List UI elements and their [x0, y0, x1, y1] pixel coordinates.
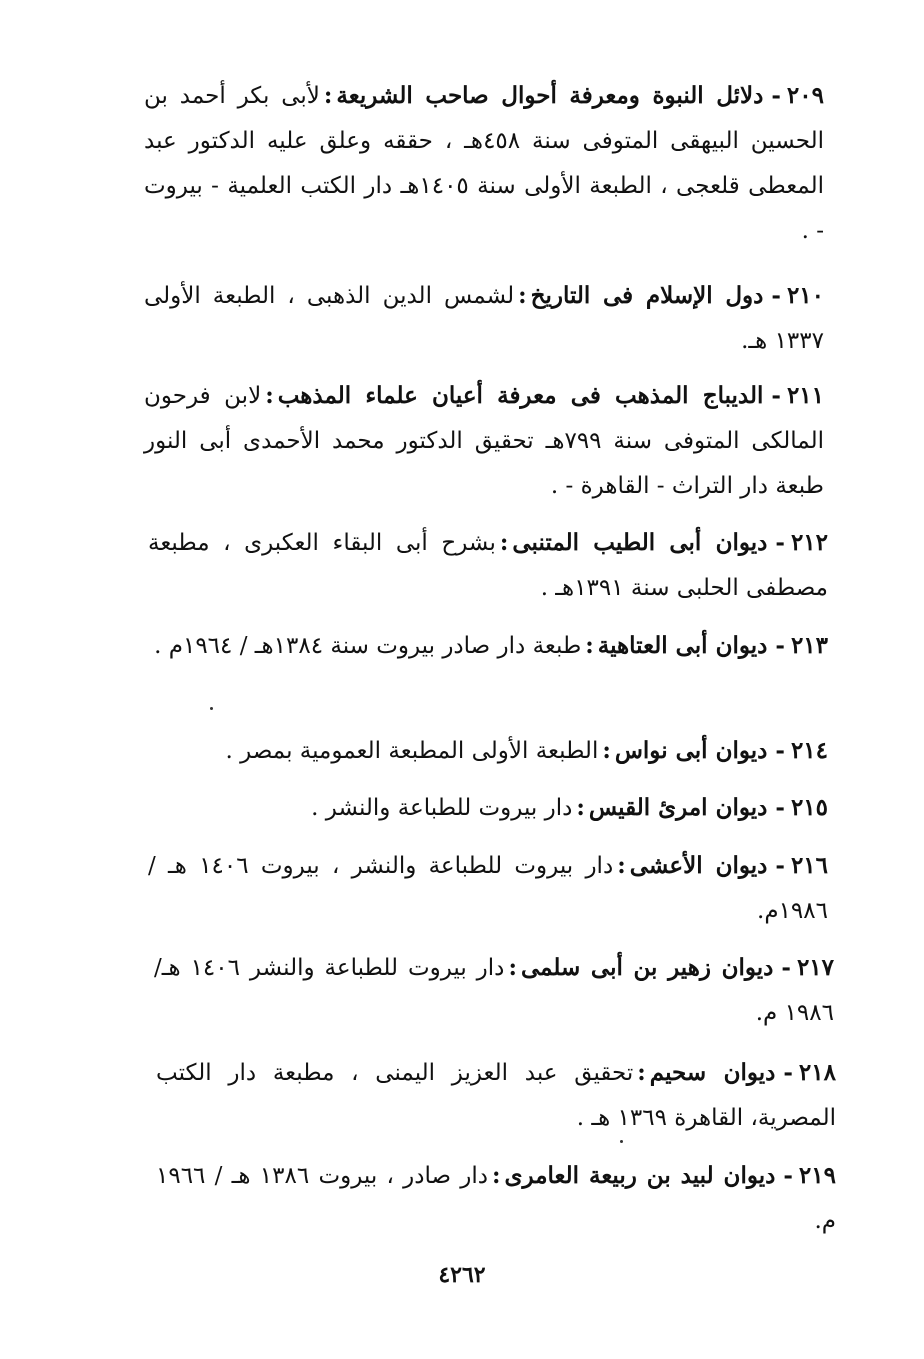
entry-title: ديوان امرئ القيس	[588, 794, 768, 821]
entry-text: لأبى بكر أحمد بن الحسين البيهقى المتوفى سنة ٤٥٨هـ ، حققه وعلق عليه الدكتور عبد المعطى قلعجى ، الطبعة الأولى سنة ١٤٠٥هـ دار الكتب العلمية - بيروت - .	[144, 83, 824, 244]
entry-dash: -	[771, 382, 781, 409]
bibliography-entry-218	[156, 1050, 836, 1141]
entry-dash: -	[783, 1162, 793, 1189]
entry-number: ٢١٥	[790, 794, 828, 821]
entry-dash: -	[771, 282, 781, 309]
entry-dash: -	[781, 954, 791, 981]
entry-title: ديوان زهير بن أبى سلمى	[520, 954, 774, 981]
entry-dash: -	[775, 632, 785, 659]
entry-number: ٢٠٩	[786, 82, 824, 109]
entry-colon: :	[492, 1162, 501, 1189]
entry-title: ديوان أبى الطيب المتنبى	[512, 529, 768, 556]
entry-title: ديوان أبى العتاهية	[597, 632, 768, 659]
entry-number: ٢١٩	[798, 1162, 836, 1189]
entry-text: دار صادر ، بيروت ١٣٨٦ هـ / ١٩٦٦ م.	[156, 1163, 836, 1234]
entry-text: الطبعة الأولى المطبعة العمومية بمصر .	[225, 738, 599, 764]
entry-dash: -	[775, 529, 785, 556]
entry-colon: :	[637, 1059, 646, 1086]
entry-number: ٢١٤	[790, 737, 828, 764]
entry-colon: :	[585, 632, 594, 659]
entry-number: ٢١٢	[790, 529, 828, 556]
entry-text: طبعة دار صادر بيروت سنة ١٣٨٤هـ / ١٩٦٤م .	[154, 633, 582, 659]
entry-text: دار بيروت للطباعة والنشر ١٤٠٦ هـ/ ١٩٨٦ م.	[154, 955, 834, 1026]
entry-title: ديوان الأعشى	[629, 852, 768, 879]
entry-number: ٢١٦	[790, 852, 828, 879]
entry-text: بشرح أبى البقاء العكبرى ، مطبعة مصطفى الحلبى سنة ١٣٩١هـ .	[148, 530, 828, 601]
bibliography-entry-210	[144, 273, 824, 364]
entry-text: لشمس الدين الذهبى ، الطبعة الأولى ١٣٣٧ هـ.	[144, 283, 824, 354]
bibliography-entry-213	[148, 623, 828, 669]
entry-colon: :	[508, 954, 517, 981]
entry-colon: :	[576, 794, 585, 821]
entry-number: ٢١٧	[796, 954, 834, 981]
entry-dash: -	[771, 82, 781, 109]
entry-text: دار بيروت للطباعة والنشر ، بيروت ١٤٠٦ هـ / ١٩٨٦م.	[148, 853, 828, 924]
bibliography-entry-209	[144, 73, 824, 254]
entry-number: ٢١٨	[798, 1059, 836, 1086]
entry-colon: :	[602, 737, 611, 764]
bibliography-entry-214	[148, 728, 828, 774]
entry-text: تحقيق عبد العزيز اليمنى ، مطبعة دار الكتب المصرية، القاهرة ١٣٦٩ هـ .	[156, 1060, 836, 1131]
entry-title: الديباج المذهب فى معرفة أعيان علماء المذهب	[277, 382, 764, 409]
entry-title: ديوان سحيم	[649, 1059, 776, 1086]
entry-colon: :	[518, 282, 527, 309]
bibliography-entry-212	[148, 520, 828, 611]
entry-number: ٢١١	[786, 382, 824, 409]
entry-dash: -	[775, 737, 785, 764]
entry-dash: -	[775, 794, 785, 821]
scan-speck	[620, 1140, 623, 1143]
entry-colon: :	[323, 82, 333, 109]
bibliography-entry-219	[156, 1153, 836, 1244]
scan-speck	[210, 707, 213, 710]
entry-number: ٢١٠	[786, 282, 824, 309]
entry-title: ديوان لبيد بن ربيعة العامرى	[504, 1162, 776, 1189]
bibliography-entry-215	[148, 785, 828, 831]
entry-text: لابن فرحون المالكى المتوفى سنة ٧٩٩هـ تحقيق الدكتور محمد الأحمدى أبى النور طبعة دار التراث - القاهرة - .	[144, 383, 824, 499]
entry-number: ٢١٣	[790, 632, 828, 659]
bibliography-entry-216	[148, 843, 828, 934]
entry-dash: -	[775, 852, 785, 879]
entry-title: دلائل النبوة ومعرفة أحوال صاحب الشريعة	[336, 82, 764, 109]
entry-colon: :	[499, 529, 509, 556]
entry-colon: :	[265, 382, 274, 409]
entry-colon: :	[617, 852, 626, 879]
entry-title: ديوان أبى نواس	[614, 737, 768, 764]
bibliography-entry-211	[144, 373, 824, 509]
page-number: ٤٢٦٢	[438, 1262, 486, 1288]
entry-title: دول الإسلام فى التاريخ	[530, 282, 764, 309]
entry-dash: -	[783, 1059, 793, 1086]
bibliography-entry-217	[154, 945, 834, 1036]
entry-text: دار بيروت للطباعة والنشر .	[311, 795, 573, 821]
